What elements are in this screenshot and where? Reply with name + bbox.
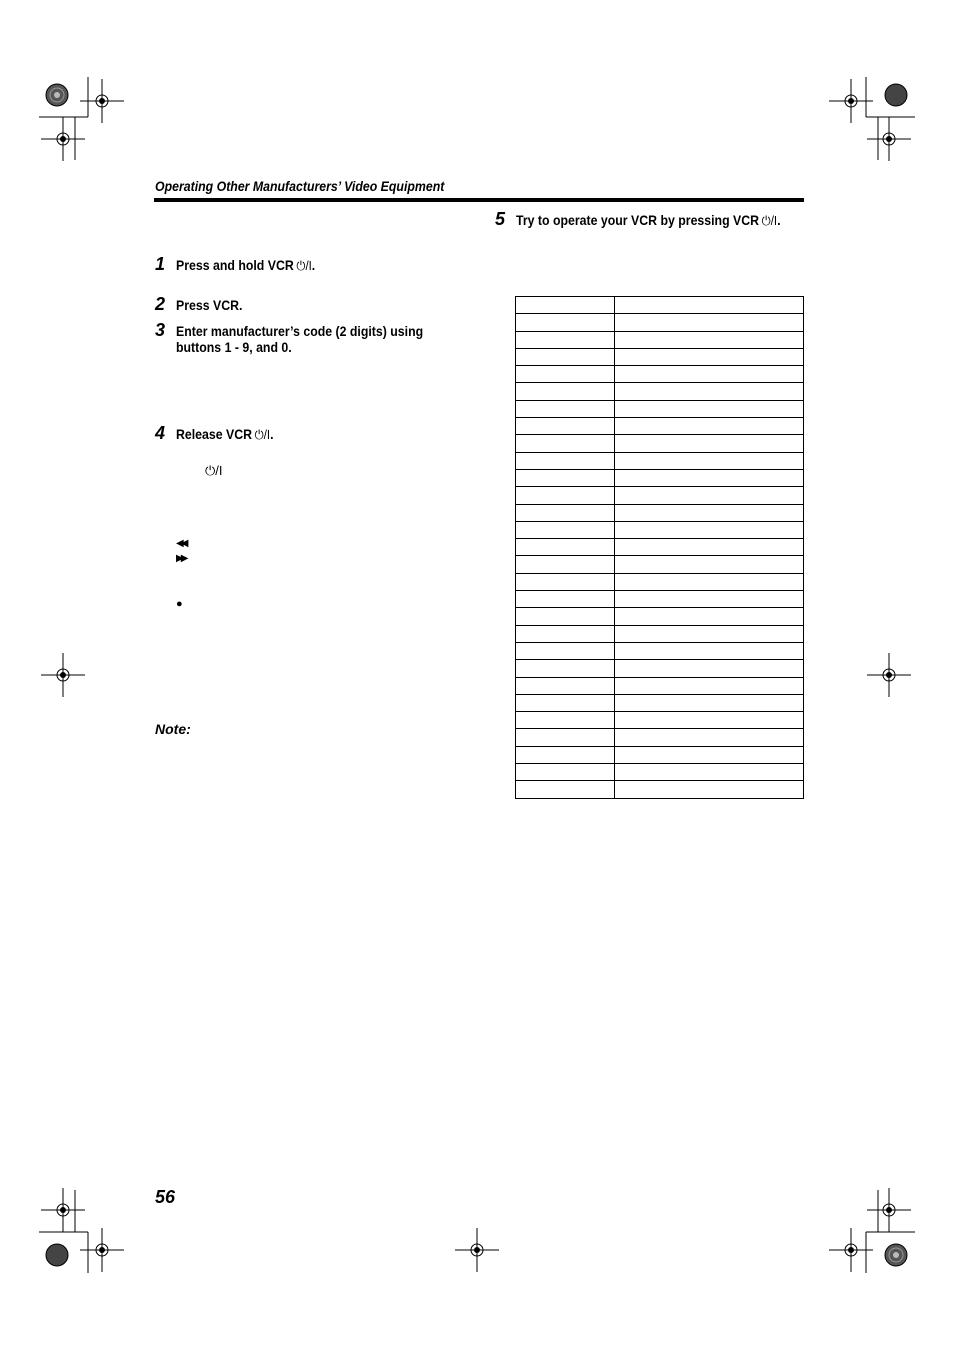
manufacturer-cell <box>516 400 615 417</box>
record-icon: ● <box>176 598 183 610</box>
manufacturer-cell <box>516 487 615 504</box>
note-label: Note: <box>155 721 191 737</box>
table-row <box>516 660 804 677</box>
step-4-number: 4 <box>155 423 166 443</box>
step-1-label: Press and hold VCR <box>176 257 294 273</box>
manufacturer-cell <box>516 521 615 538</box>
table-row <box>516 608 804 625</box>
code-table-body <box>516 297 804 799</box>
manufacturer-code-table <box>515 296 804 799</box>
manufacturer-cell <box>516 764 615 781</box>
manufacturer-cell <box>516 435 615 452</box>
code-cell <box>615 331 804 348</box>
code-cell <box>615 660 804 677</box>
code-cell <box>615 383 804 400</box>
step-5-number: 5 <box>495 209 506 229</box>
table-row <box>516 573 804 590</box>
code-cell <box>615 608 804 625</box>
manufacturer-cell <box>516 625 615 642</box>
power-icon: ⏻/I <box>296 258 312 273</box>
manufacturer-cell <box>516 469 615 486</box>
code-cell <box>615 781 804 798</box>
code-cell <box>615 539 804 556</box>
table-row <box>516 504 804 521</box>
step-2-number: 2 <box>155 294 166 314</box>
manufacturer-cell <box>516 781 615 798</box>
code-cell <box>615 694 804 711</box>
manufacturer-cell <box>516 348 615 365</box>
table-row <box>516 418 804 435</box>
table-row <box>516 314 804 331</box>
table-row <box>516 348 804 365</box>
table-row <box>516 677 804 694</box>
manufacturer-cell <box>516 746 615 763</box>
step-5-suffix: . <box>777 212 781 228</box>
page-number: 56 <box>155 1187 176 1207</box>
manufacturer-cell <box>516 452 615 469</box>
step-5-label: Try to operate your VCR by pressing VCR <box>516 212 760 228</box>
manufacturer-cell <box>516 504 615 521</box>
manufacturer-cell <box>516 712 615 729</box>
code-cell <box>615 400 804 417</box>
manufacturer-cell <box>516 642 615 659</box>
manufacturer-cell <box>516 418 615 435</box>
manufacturer-cell <box>516 591 615 608</box>
step-4-suffix: . <box>270 426 274 442</box>
fast-forward-icon: ▶▶ <box>176 553 186 564</box>
code-cell <box>615 487 804 504</box>
power-icon: ⏻/I <box>205 463 223 478</box>
table-row <box>516 400 804 417</box>
manufacturer-cell <box>516 660 615 677</box>
table-row <box>516 591 804 608</box>
table-row <box>516 781 804 798</box>
step-4-label: Release VCR <box>176 426 253 442</box>
code-cell <box>615 521 804 538</box>
step-3-number: 3 <box>155 320 166 340</box>
step-1-number: 1 <box>155 254 166 274</box>
code-cell <box>615 746 804 763</box>
step-1-text <box>176 257 315 274</box>
table-row <box>516 729 804 746</box>
header-rule <box>154 198 804 202</box>
code-cell <box>615 435 804 452</box>
code-cell <box>615 712 804 729</box>
code-cell <box>615 418 804 435</box>
step-3-text-line2: buttons 1 - 9, and 0. <box>176 339 292 355</box>
table-row <box>516 366 804 383</box>
table-row <box>516 383 804 400</box>
manufacturer-cell <box>516 383 615 400</box>
code-cell <box>615 642 804 659</box>
manufacturer-cell <box>516 573 615 590</box>
code-cell <box>615 366 804 383</box>
table-row <box>516 435 804 452</box>
code-cell <box>615 314 804 331</box>
table-row <box>516 694 804 711</box>
code-cell <box>615 591 804 608</box>
manufacturer-cell <box>516 331 615 348</box>
table-row <box>516 556 804 573</box>
code-cell <box>615 556 804 573</box>
table-row <box>516 746 804 763</box>
table-row <box>516 712 804 729</box>
manufacturer-cell <box>516 314 615 331</box>
manufacturer-cell <box>516 677 615 694</box>
table-row <box>516 331 804 348</box>
code-cell <box>615 625 804 642</box>
code-cell <box>615 469 804 486</box>
table-row <box>516 297 804 314</box>
code-cell <box>615 348 804 365</box>
power-icon: ⏻/I <box>254 427 271 442</box>
manufacturer-cell <box>516 366 615 383</box>
code-cell <box>615 677 804 694</box>
table-row <box>516 521 804 538</box>
rewind-icon: ◀◀ <box>176 538 186 549</box>
code-cell <box>615 297 804 314</box>
step-2-text: Press VCR. <box>176 297 243 313</box>
table-row <box>516 487 804 504</box>
manufacturer-cell <box>516 694 615 711</box>
code-cell <box>615 573 804 590</box>
table-row <box>516 764 804 781</box>
table-row <box>516 469 804 486</box>
code-cell <box>615 729 804 746</box>
step-1-suffix: . <box>311 257 316 273</box>
manufacturer-cell <box>516 608 615 625</box>
step-5-text <box>516 212 781 229</box>
table-row <box>516 642 804 659</box>
code-cell <box>615 764 804 781</box>
step-4-text <box>176 426 274 443</box>
manufacturer-cell <box>516 556 615 573</box>
manufacturer-cell <box>516 729 615 746</box>
table-row <box>516 452 804 469</box>
section-title: Operating Other Manufacturers’ Video Equipment <box>155 178 445 194</box>
code-cell <box>615 504 804 521</box>
step-3-text-line1: Enter manufacturer’s code (2 digits) using <box>176 323 424 339</box>
manufacturer-cell <box>516 297 615 314</box>
table-row <box>516 539 804 556</box>
manufacturer-cell <box>516 539 615 556</box>
code-cell <box>615 452 804 469</box>
table-row <box>516 625 804 642</box>
power-icon: ⏻/I <box>761 213 778 228</box>
